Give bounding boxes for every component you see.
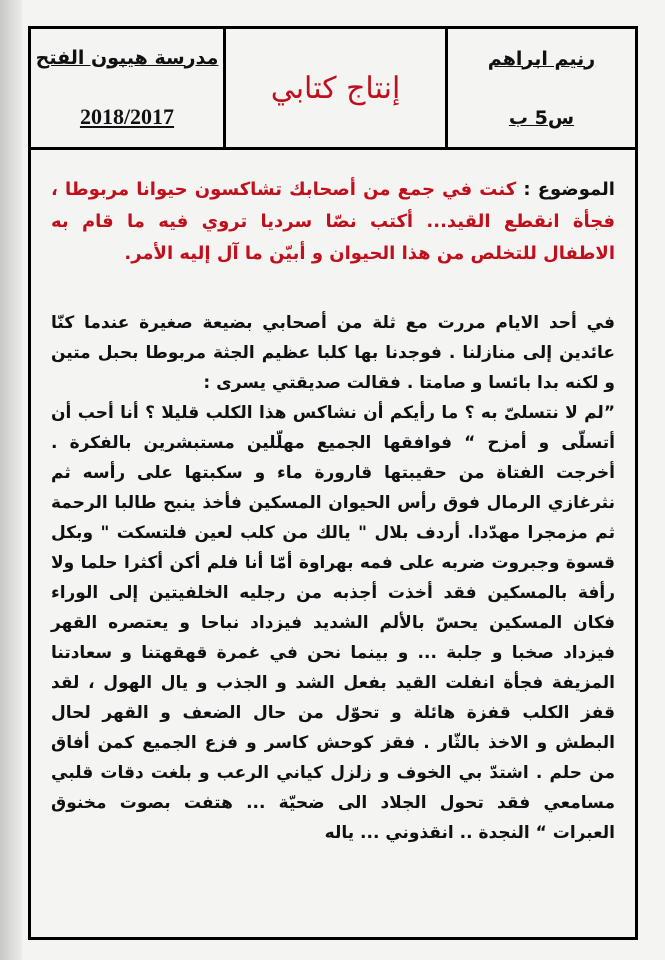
essay-paragraph-2: ”لم لا نتسلىّ به ؟ ما رأيكم أن نشاكس هذا الكلب قليلا ؟ أنا أحب أن أتسلّى و أمزح “ فوافقها الجميع مهلّلين مستبشرين بالفكرة . أخرجت الفتاة من حقيبتها قارورة ماء و سكبتها على رأسه ثم نثرغازي الرمال فوق رأس الحيوان المسكين فأخذ ينبح طالبا الرحمة ثم مزمجرا مهدّدا. أردف بلال " يالك من كلب لعين فلتسكت " وبكل قسوة وجبروت ضربه على فمه بهراوة أمّا أنا فلم أكن أكثرا حلما ولا رأفة بالمسكين فقد أخذت أجذبه من رجليه الخلفيتين إلى الوراء فكان المسكين يحسّ بالألم الشديد فيزداد نباحا و يعتصره القهر فيزداد صخبا و جلبة ... و بينما نحن في غمرة قهقهتنا و سعادتنا المزيفة فجأة انفلت القيد بفعل الشد و الجذب و يال الهول ، لقد قفز الكلب قفزة هائلة و تحوّل من حال الضعف و القهر لحال البطش و الاخذ بالثّار . فقز كوحش كاسر و فزع الجميع كمن أفاق من حلم . اشتدّ بي الخوف و زلزل كياني الرعب و بلغت دقات قلبي مسامعي فقد تحول الجلاد الى ضحيّة ... هتفت بصوت مخنوق العبرات “ النجدة .. انقذوني ... ياله [51, 403, 615, 843]
school-info-cell [31, 29, 223, 147]
topic-block [51, 174, 615, 270]
student-class: س5 ب [508, 106, 575, 129]
header-table [28, 26, 638, 150]
student-name: رنيم ابراهم [487, 47, 596, 70]
title-cell [223, 29, 445, 147]
topic-label: الموضوع : [523, 179, 615, 200]
student-info-cell [445, 29, 635, 147]
page-title: إنتاج كتابي [270, 70, 401, 106]
school-name: مدرسة هيبون الفتح [35, 46, 219, 69]
essay-paragraph-1: في أحد الايام مررت مع ثلة من أصحابي بضيعة صغيرة عندما كنّا عائدين إلى منازلنا . فوجدنا بها كلبا عظيم الجثة مربوطا بحبل متين و لكنه بدا بائسا و صامتا . فقالت صديقتي يسرى : [51, 313, 615, 393]
school-year: 2018/2017 [79, 103, 175, 129]
essay-body [51, 308, 615, 848]
essay-content-box [28, 150, 638, 940]
topic-text: كنت في جمع من أصحابك تشاكسون حيوانا مربوطا ، فجأة انقطع القيد... أكتب نصّا سرديا تروي فيه ما قام به الاطفال للتخلص من هذا الحيوان و أبيّن ما آل إليه الأمر. [51, 179, 615, 264]
photo-page-edge [0, 0, 22, 960]
